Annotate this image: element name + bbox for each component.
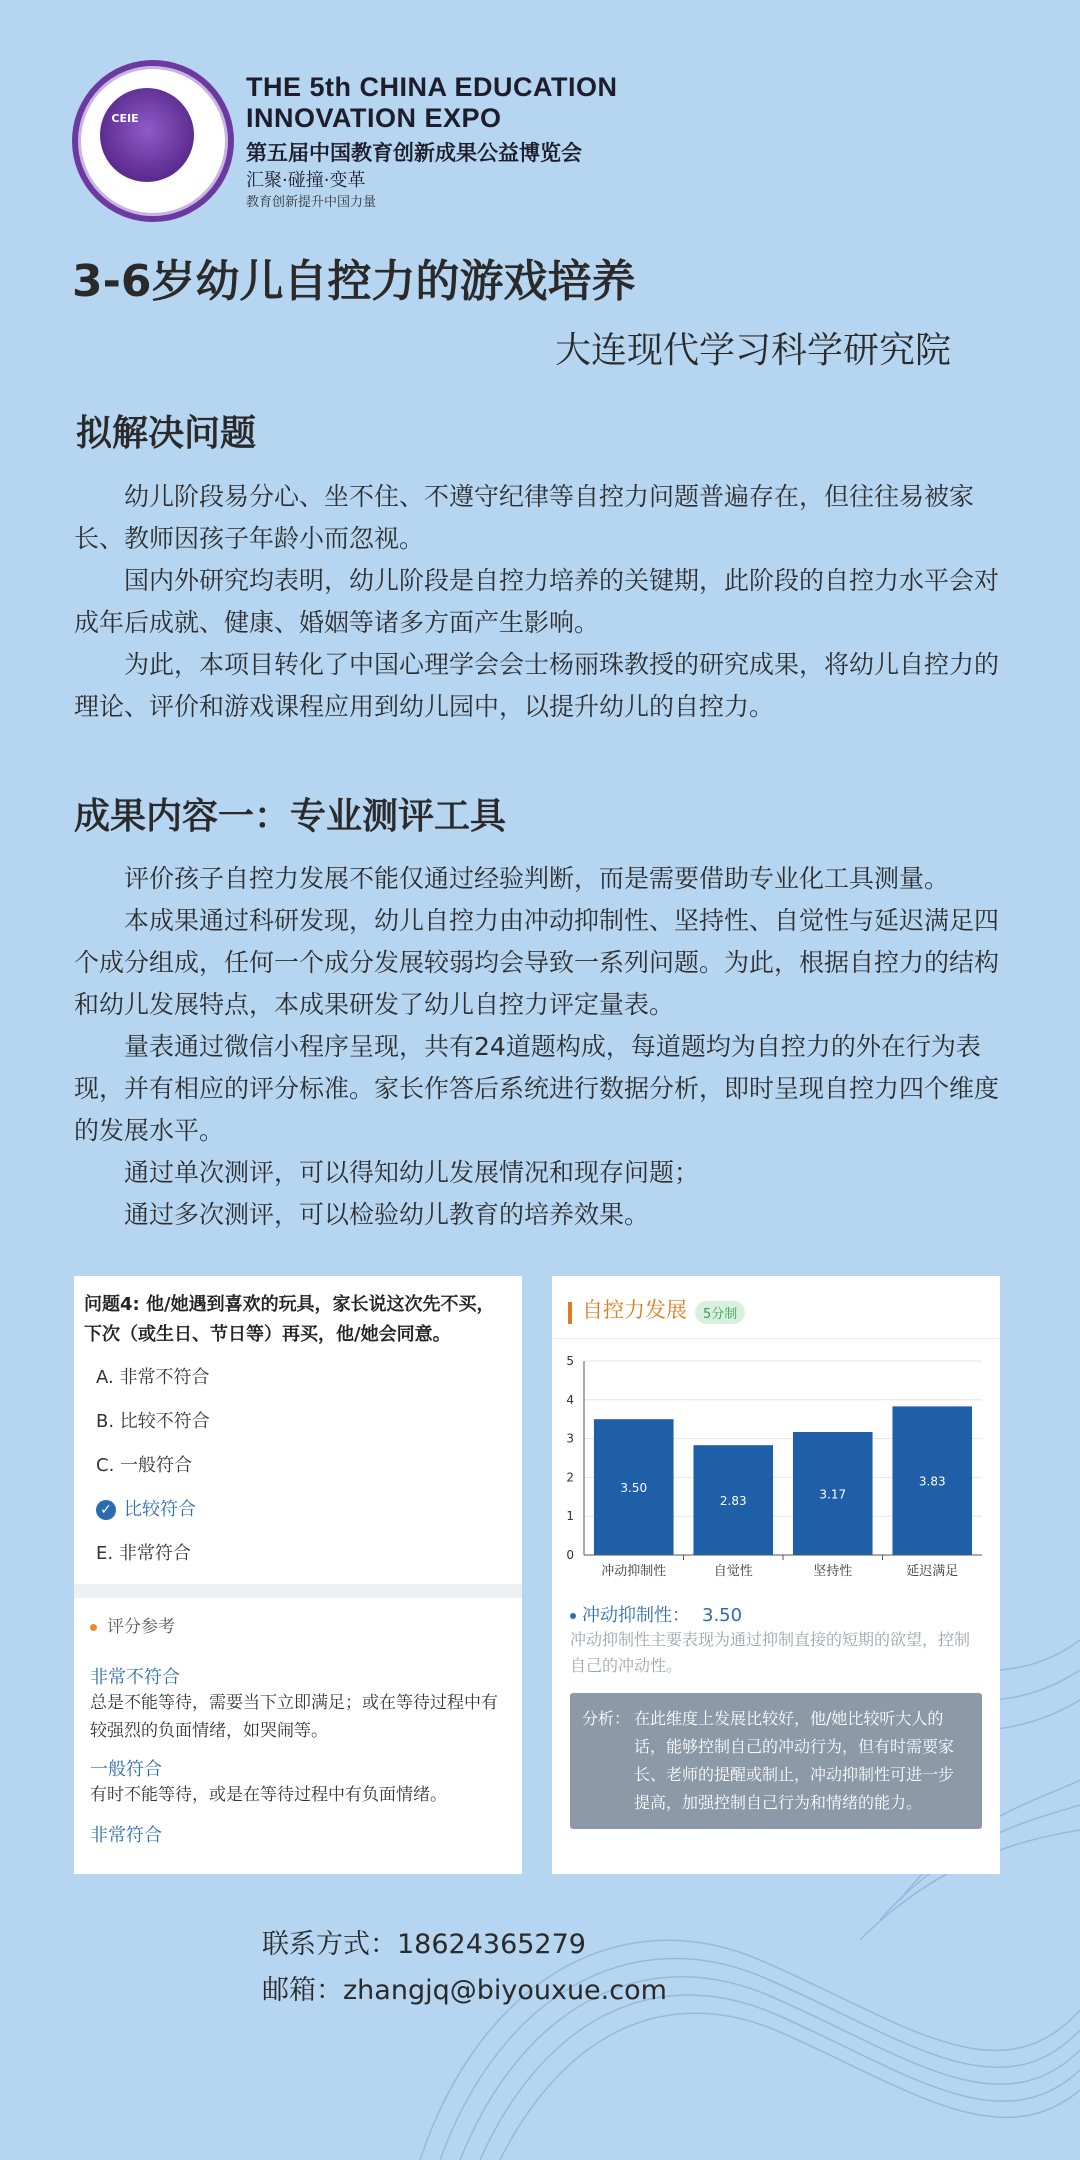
- analysis-label: 分析：: [582, 1709, 631, 1728]
- expo-en-line1: THE 5th CHINA EDUCATION: [246, 72, 618, 102]
- ref-body: 总是不能等待，需要当下立即满足；或在等待过程中有较强烈的负面情绪，如哭闹等。: [90, 1693, 498, 1741]
- bar-value-label: 3.50: [620, 1481, 648, 1496]
- accent-bar: [568, 1302, 572, 1324]
- analysis-box: [570, 1693, 982, 1829]
- x-tick-label: 自觉性: [713, 1564, 753, 1579]
- ref-label-text: 评分参考: [107, 1617, 175, 1637]
- scoring-reference-label: [90, 1612, 506, 1637]
- scoring-reference: [74, 1598, 522, 1847]
- section2-paragraph: 量表通过微信小程序呈现，共有24道题构成，每道题均为自控力的外在行为表现，并有相应的评分标准。家长作答后系统进行数据分析，即时呈现自控力四个维度的发展水平。: [74, 1032, 1000, 1145]
- y-tick-label: 4: [566, 1392, 574, 1407]
- bar-value-label: 3.83: [918, 1474, 946, 1489]
- logo-emblem-icon: [100, 88, 194, 182]
- option-c[interactable]: C. 一般符合: [96, 1455, 193, 1476]
- bar-value-label: 2.83: [719, 1494, 747, 1509]
- section1-heading: 拟解决问题: [76, 413, 257, 454]
- contact-email[interactable]: 邮箱：zhangjq@biyouxue.com: [262, 1975, 667, 2006]
- question-card: [74, 1276, 522, 1874]
- expo-subslogan: 教育创新提升中国力量: [246, 195, 377, 210]
- check-icon: ✓: [96, 1500, 116, 1520]
- ref-head: 非常符合: [90, 1825, 162, 1846]
- dimension-value: 3.50: [702, 1605, 743, 1626]
- option-d-selected[interactable]: [96, 1488, 522, 1532]
- ref-head: 非常不符合: [90, 1667, 180, 1688]
- logo-text: CEIE: [111, 112, 139, 125]
- option-e[interactable]: E. 非常符合: [96, 1543, 191, 1564]
- x-tick-label: 冲动抑制性: [601, 1564, 667, 1579]
- section1-paragraph: 为此，本项目转化了中国心理学会会士杨丽珠教授的研究成果，将幼儿自控力的理论、评价和游戏课程应用到幼儿园中，以提升幼儿的自控力。: [74, 650, 1000, 721]
- dimension-line: [570, 1601, 982, 1627]
- contact-phone: 联系方式：18624365279: [262, 1929, 586, 1960]
- dimension-detail: [552, 1589, 1000, 1679]
- expo-logo: [72, 60, 234, 222]
- option-d-label: 比较符合: [124, 1499, 196, 1520]
- question-text: 问题4: 他/她遇到喜欢的玩具，家长说这次先不买，下次（或生日、节日等）再买，他/她会同意。: [84, 1294, 495, 1345]
- chart-header: [552, 1276, 1000, 1338]
- option-b[interactable]: B. 比较不符合: [96, 1411, 210, 1432]
- option-a[interactable]: A. 非常不符合: [96, 1367, 210, 1388]
- page-title: 3-6岁幼儿自控力的游戏培养: [72, 256, 636, 307]
- scale-badge: 5分制: [695, 1301, 745, 1324]
- bullet-dot-icon: [570, 1613, 576, 1619]
- expo-slogan: 汇聚·碰撞·变革: [246, 170, 366, 191]
- section2-paragraph: 通过多次测评，可以检验幼儿教育的培养效果。: [124, 1200, 650, 1229]
- section1-paragraph: 国内外研究均表明，幼儿阶段是自控力培养的关键期，此阶段的自控力水平会对成年后成就、健康、婚姻等诸多方面产生影响。: [74, 566, 1000, 637]
- organization-name: 大连现代学习科学研究院: [555, 330, 952, 371]
- y-tick-label: 1: [566, 1509, 574, 1524]
- expo-english-title: [246, 72, 618, 134]
- chart-card: [552, 1276, 1000, 1874]
- chart-title: 自控力发展: [582, 1298, 687, 1322]
- x-tick-label: 坚持性: [813, 1564, 853, 1579]
- section2-heading: 成果内容一：专业测评工具: [74, 796, 507, 837]
- ref-head: 一般符合: [90, 1759, 162, 1780]
- analysis-text: 在此维度上发展比较好，他/她比较听大人的话，能够控制自己的冲动行为，但有时需要家长、老师的提醒或制止，冲动抑制性可进一步提高，加强控制自己行为和情绪的能力。: [634, 1709, 955, 1812]
- y-tick-label: 3: [566, 1431, 574, 1446]
- dimension-label: 冲动抑制性：: [582, 1605, 690, 1626]
- section2-paragraph: 通过单次测评，可以得知幼儿发展情况和现存问题；: [124, 1158, 700, 1187]
- separator: [74, 1584, 522, 1598]
- expo-en-line2: INNOVATION EXPO: [246, 103, 502, 133]
- section1-paragraph: 幼儿阶段易分心、坐不住、不遵守纪律等自控力问题普遍存在，但往往易被家长、教师因孩子年龄小而忽视。: [74, 482, 975, 553]
- options-list: [74, 1350, 522, 1576]
- dimension-description: 冲动抑制性主要表现为通过抑制直接的短期的欲望，控制自己的冲动性。: [570, 1630, 971, 1675]
- y-tick-label: 2: [566, 1470, 574, 1485]
- x-tick-label: 延迟满足: [906, 1564, 959, 1579]
- y-tick-label: 5: [566, 1354, 574, 1368]
- bullet-dot-icon: [90, 1624, 97, 1631]
- section2-body: [74, 858, 1002, 1236]
- bar-chart: [552, 1339, 1000, 1589]
- ref-body: 有时不能等待，或是在等待过程中有负面情绪。: [90, 1785, 447, 1805]
- y-tick-label: 0: [566, 1548, 574, 1562]
- section2-paragraph: 本成果通过科研发现，幼儿自控力由冲动抑制性、坚持性、自觉性与延迟满足四个成分组成，任何一个成分发展较弱均会导致一系列问题。为此，根据自控力的结构和幼儿发展特点，本成果研发了幼儿自控力评定量表。: [74, 906, 1000, 1019]
- section2-paragraph: 评价孩子自控力发展不能仅通过经验判断，而是需要借助专业化工具测量。: [124, 864, 950, 893]
- section1-body: [74, 476, 1002, 728]
- expo-chinese-title: 第五届中国教育创新成果公益博览会: [246, 141, 582, 165]
- bar-value-label: 3.17: [819, 1487, 847, 1502]
